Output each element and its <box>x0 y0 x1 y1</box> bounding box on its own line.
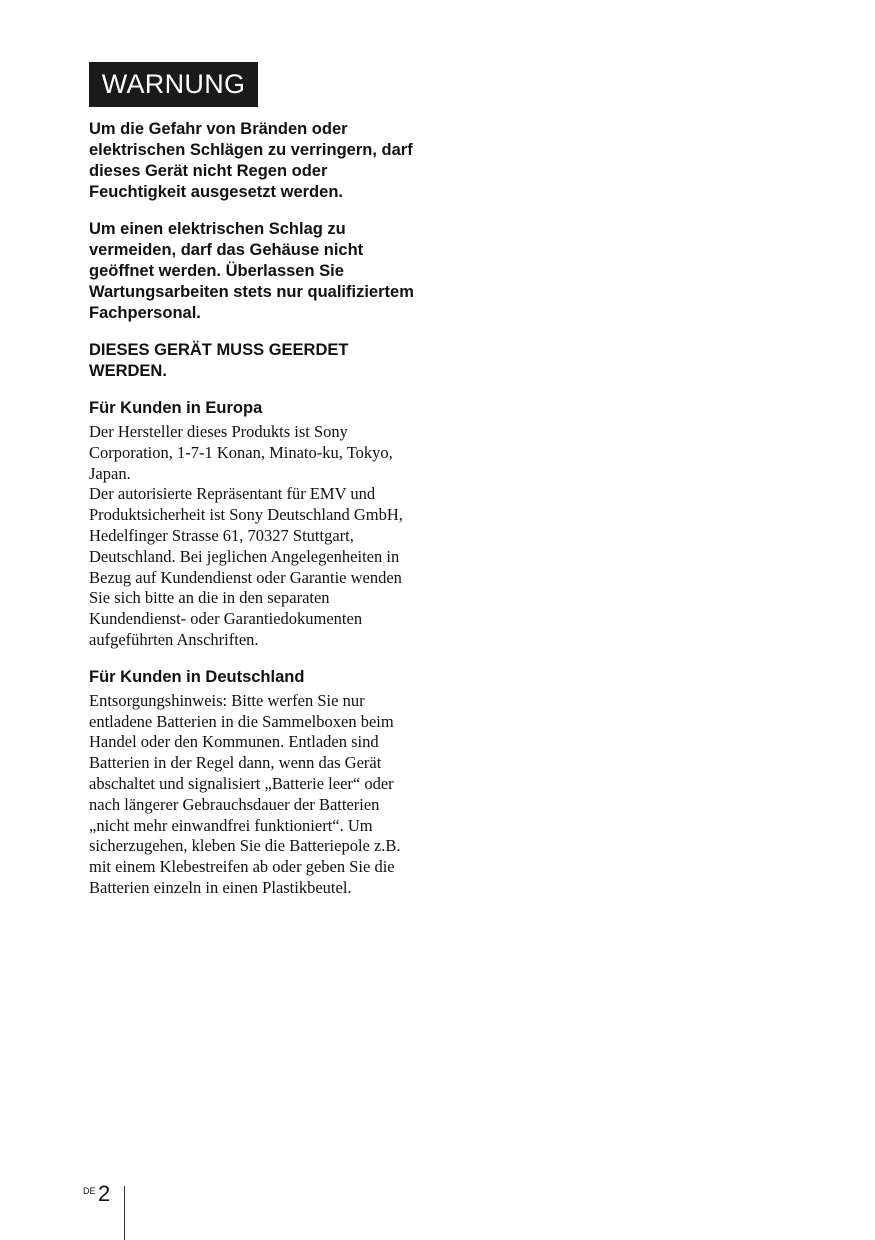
fire-warning-paragraph: Um die Gefahr von Bränden oder elektrischen Schlägen zu verringern, darf dieses Gerät nicht Regen oder Feuchtigkeit ausgesetzt werden. <box>89 120 413 201</box>
main-text-column <box>89 119 419 899</box>
europe-text: Der Hersteller dieses Produkts ist Sony Corporation, 1-7-1 Konan, Minato-ku, Tokyo, Japan. Der autorisierte Repräsentant für EMV und Produktsicherheit ist Sony Deutschland GmbH, Hedelfinger Strasse 61, 70327 Stuttgart, Deutschland. Bei jeglichen Angelegenheiten in Bezug auf Kundendienst oder Garantie wenden Sie sich bitte an die in den separaten Kundendienst- oder Garantiedokumenten aufgeführten Anschriften. <box>89 422 403 649</box>
footer-divider <box>124 1186 125 1240</box>
germany-heading: Für Kunden in Deutschland <box>89 667 305 686</box>
warning-badge: WARNUNG <box>89 62 258 107</box>
shock-warning-paragraph: Um einen elektrischen Schlag zu vermeiden, darf das Gehäuse nicht geöffnet werden. Überlassen Sie Wartungsarbeiten stets nur qualifiziertem Fachpersonal. <box>89 220 414 322</box>
language-tag: DE <box>83 1186 96 1196</box>
europe-heading: Für Kunden in Europa <box>89 399 263 417</box>
germany-text: Entsorgungshinweis: Bitte werfen Sie nur entladene Batterien in die Sammelboxen beim Handel oder den Kommunen. Entladen sind Batterien in der Regel dann, wenn das Gerät abschaltet und signalisiert „Batterie leer“ oder nach längerer Gebrauchsdauer der Batterien „nicht mehr einwandfrei funktioniert“. Um sicherzugehen, kleben Sie die Batteriepole z.B. mit einem Klebestreifen ab oder geben Sie die Batterien einzeln in einen Plastikbeutel. <box>89 690 401 897</box>
ground-warning-paragraph: DIESES GERÄT MUSS GEERDET WERDEN. <box>89 341 349 380</box>
page-number: 2 <box>98 1181 111 1206</box>
